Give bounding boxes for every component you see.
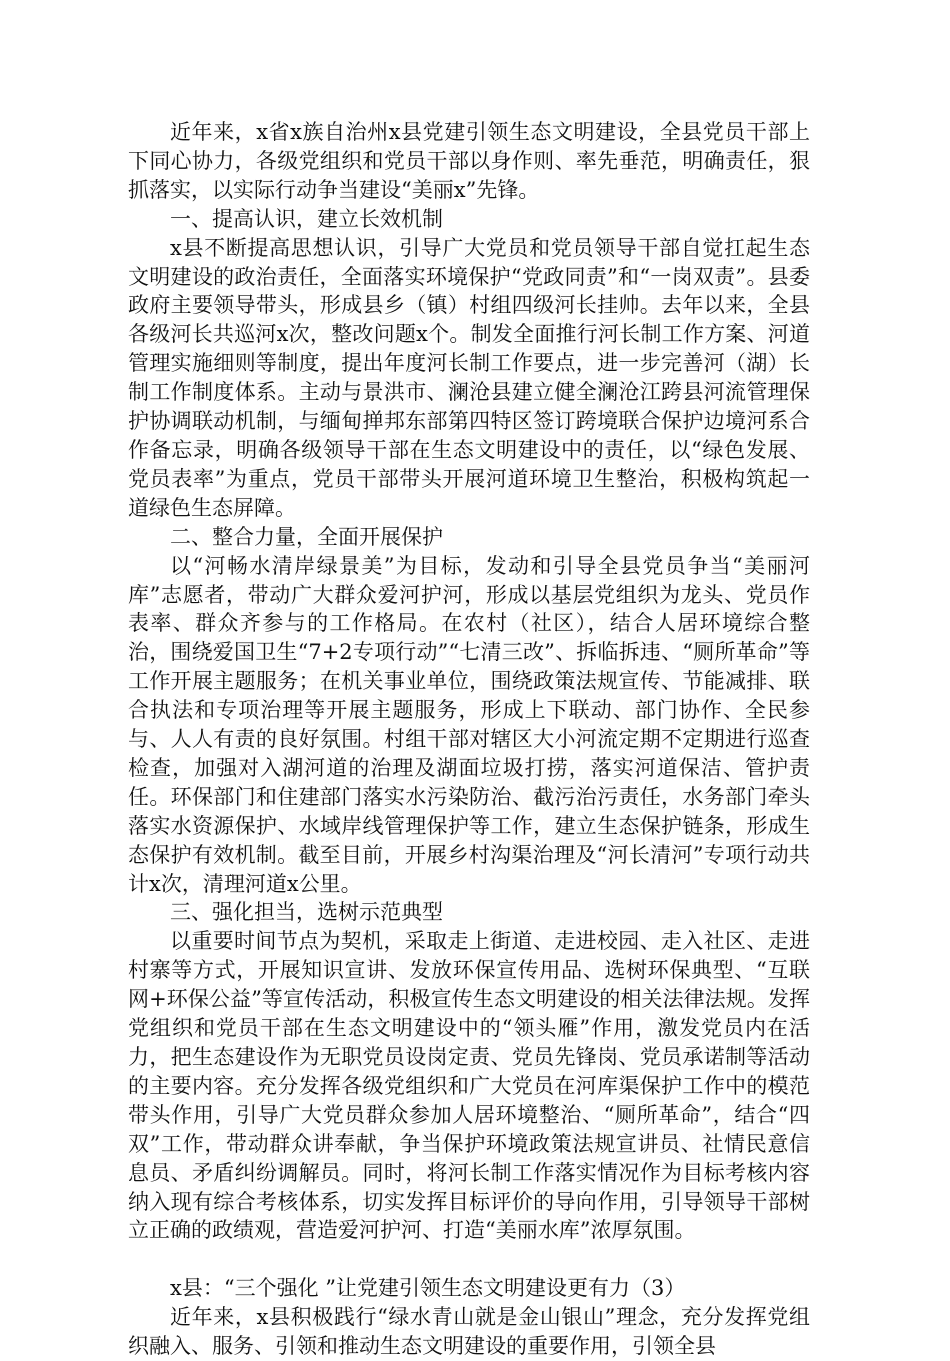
paragraph-section-2: 以“河畅水清岸绿景美”为目标，发动和引导全县党员争当“美丽河库”志愿者，带动广大群众爱河护河，形成以基层党组织为龙头、党员作表率、群众齐参与的工作格局。在农村（社区），结合人居环境综合整治，围绕爱国卫生“7+2专项行动”“七清三改”、拆临拆违、“厕所革命”等工作开展主题服务；在机关事业单位，围绕政策法规宣传、节能减排、联合执法和专项治理等开展主题服务，形成上下联动、部门协作、全民参与、人人有责的良好氛围。村组干部对辖区大小河流定期不定期进行巡查检查，加强对入湖河道的治理及湖面垃圾打捞，落实河道保洁、管护责任。环保部门和住建部门落实水污染防治、截污治污责任，水务部门牵头落实水资源保护、水域岸线管理保护等工作，建立生态保护链条，形成生态保护有效机制。截至目前，开展乡村沟渠治理及“河长清河”专项行动共计x次，清理河道x公里。: [128, 553, 810, 896]
section-heading-2: 二、整合力量，全面开展保护: [170, 524, 443, 549]
paragraph-intro: 近年来，x省x族自治州x县党建引领生态文明建设，全县党员干部上下同心协力，各级党组织和党员干部以身作则、率先垂范，明确责任，狠抓落实，以实际行动争当建设“美丽x”先锋。: [128, 120, 810, 202]
paragraph-section-3: 以重要时间节点为契机，采取走上街道、走进校园、走入社区、走进村寨等方式，开展知识宣讲、发放环保宣传用品、选树环保典型、“互联网+环保公益”等宣传活动，积极宣传生态文明建设的相关法律法规。发挥党组织和党员干部在生态文明建设中的“领头雁”作用，激发党员内在活力，把生态建设作为无职党员设岗定责、党员先锋岗、党员承诺制等活动的主要内容。充分发挥各级党组织和广大党员在河库渠保护工作中的模范带头作用，引导广大党员群众参加人居环境整治、“厕所革命”，结合“四双”工作，带动群众讲奉献，争当保护环境政策法规宣讲员、社情民意信息员、矛盾纠纷调解员。同时，将河长制工作落实情况作为目标考核内容纳入现有综合考核体系，切实发挥目标评价的导向作用，引导领导干部树立正确的政绩观，营造爱河护河、打造“美丽水库”浓厚氛围。: [128, 929, 810, 1243]
document-page: [128, 118, 810, 1361]
paragraph-article-intro: 近年来，x县积极践行“绿水青山就是金山银山”理念，充分发挥党组织融入、服务、引领和推动生态文明建设的重要作用，引领全县: [128, 1305, 810, 1359]
article-title: x县：“三个强化 ”让党建引领生态文明建设更有力（3）: [170, 1276, 686, 1301]
paragraph-section-1: x县不断提高思想认识，引导广大党员和党员领导干部自觉扛起生态文明建设的政治责任，全面落实环境保护“党政同责”和“一岗双责”。县委政府主要领导带头，形成县乡（镇）村组四级河长挂帅。去年以来，全县各级河长共巡河x次，整改问题x个。制发全面推行河长制工作方案、河道管理实施细则等制度，提出年度河长制工作要点，进一步完善河（湖）长制工作制度体系。主动与景洪市、澜沧县建立健全澜沧江跨县河流管理保护协调联动机制，与缅甸掸邦东部第四特区签订跨境联合保护边境河系合作备忘录，明确各级领导干部在生态文明建设中的责任，以“绿色发展、党员表率”为重点，党员干部带头开展河道环境卫生整治，积极构筑起一道绿色生态屏障。: [128, 235, 810, 520]
section-heading-3: 三、强化担当，选树示范典型: [170, 900, 443, 925]
section-heading-1: 一、提高认识，建立长效机制: [170, 206, 443, 231]
blank-line: [128, 1245, 810, 1274]
